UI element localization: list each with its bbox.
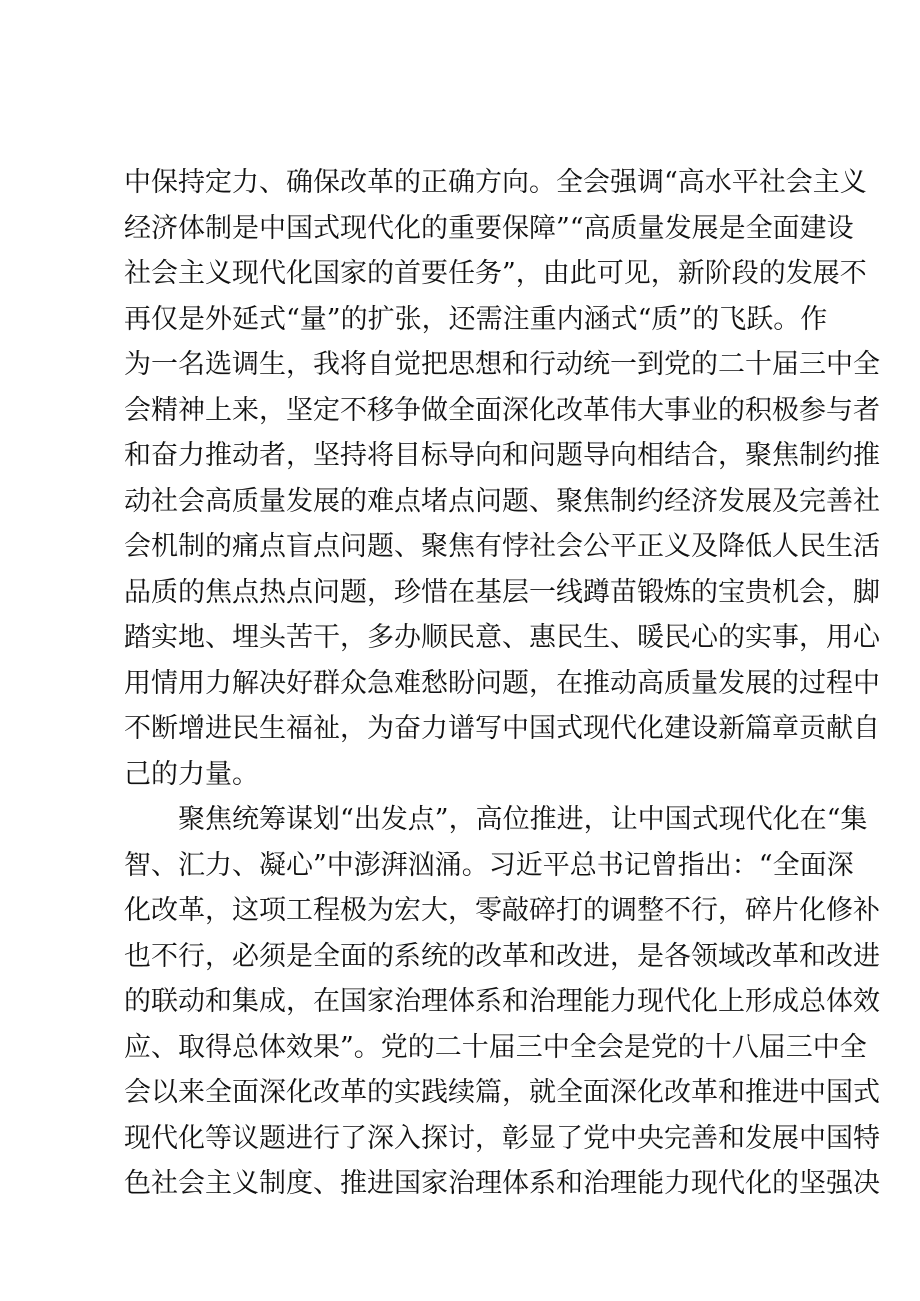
text-line: 会精神上来，坚定不移争做全面深化改革伟大事业的积极参与者 xyxy=(124,394,880,426)
text-line: 用情用力解决好群众急难愁盼问题，在推动高质量发展的过程中 xyxy=(124,667,880,699)
text-line: 不断增进民生福祉，为奋力谱写中国式现代化建设新篇章贡献自 xyxy=(124,713,880,744)
paragraph-1 xyxy=(124,160,880,797)
text-line: 和奋力推动者，坚持将目标导向和问题导向相结合，聚焦制约推 xyxy=(124,440,880,471)
text-line: 应、取得总体效果”。党的二十届三中全会是党的十八届三中全 xyxy=(124,1031,867,1063)
text-line: 己的力量。 xyxy=(124,758,259,790)
text-line: 色社会主义制度、推进国家治理体系和治理能力现代化的坚强决 xyxy=(124,1168,880,1199)
text-line: 的联动和集成，在国家治理体系和治理能力现代化上形成总体效 xyxy=(124,986,880,1017)
text-line: 经济体制是中国式现代化的重要保障”“高质量发展是全面建设 xyxy=(124,212,854,244)
text-line: 为一名选调生，我将自觉把思想和行动统一到党的二十届三中全 xyxy=(124,349,880,380)
text-line: 品质的焦点热点问题，珍惜在基层一线蹲苗锻炼的宝贵机会，脚 xyxy=(124,576,880,608)
text-line: 智、汇力、凝心”中澎湃汹涌。习近平总书记曾指出：“全面深 xyxy=(124,849,854,881)
text-line: 也不行，必须是全面的系统的改革和改进，是各领域改革和改进 xyxy=(124,940,880,972)
paragraph-2 xyxy=(124,797,880,1207)
body-text xyxy=(124,160,880,1207)
text-line: 聚焦统筹谋划“出发点”，高位推进，让中国式现代化在“集 xyxy=(178,804,868,835)
text-line: 踏实地、埋头苦干，多办顺民意、惠民生、暖民心的实事，用心 xyxy=(124,622,880,653)
text-line: 中保持定力、确保改革的正确方向。全会强调“高水平社会主义 xyxy=(124,167,867,198)
text-line: 再仅是外延式“量”的扩张，还需注重内涵式“质”的飞跃。作 xyxy=(124,303,828,335)
text-line: 会以来全面深化改革的实践续篇，就全面深化改革和推进中国式 xyxy=(124,1077,880,1108)
text-line: 化改革，这项工程极为宏大，零敲碎打的调整不行，碎片化修补 xyxy=(124,895,880,926)
text-line: 会机制的痛点盲点问题、聚焦有悖社会公平正义及降低人民生活 xyxy=(124,531,880,562)
text-line: 社会主义现代化国家的首要任务”，由此可见，新阶段的发展不 xyxy=(124,258,867,289)
text-line: 现代化等议题进行了深入探讨，彰显了党中央完善和发展中国特 xyxy=(124,1122,880,1154)
text-line: 动社会高质量发展的难点堵点问题、聚焦制约经济发展及完善社 xyxy=(124,485,880,517)
